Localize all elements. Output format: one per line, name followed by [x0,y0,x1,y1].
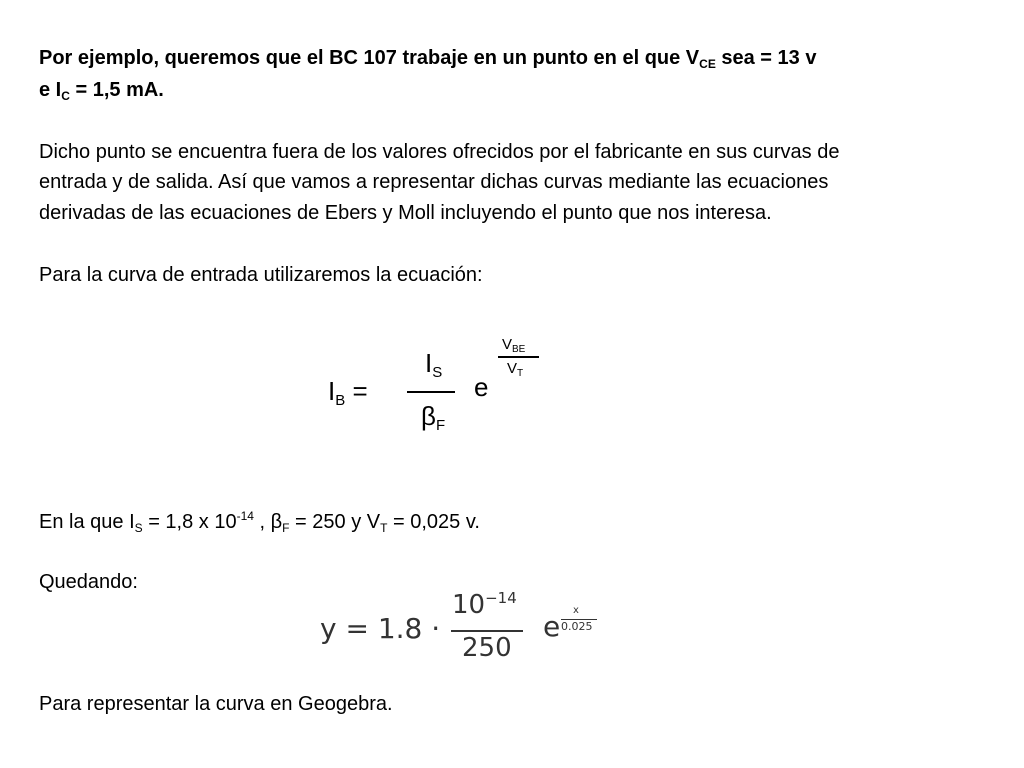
exponent-fraction-bar [498,356,539,358]
geogebra-line: Para representar la curva en Geogebra. [39,693,393,715]
exponent-numerator: $V_{BE}$ [502,336,526,355]
body-line-2: entrada y de salida. Así que vamos a representar dichas curvas mediante las ecuaciones [39,171,829,193]
body-line-3: derivadas de las ecuaciones de Ebers y Moll incluyendo el punto que nos interesa. [39,202,772,224]
exponent-denominator: $V_T$ [507,360,524,379]
intro-line-1: Por ejemplo, queremos que el BC 107 trabaje en un punto en el que $V_{CE}$ sea = 13 v [39,47,817,71]
formula2-fraction-bar [451,630,523,632]
formula-numerator: $I_S$ [425,348,443,381]
fraction-bar [407,391,455,393]
formula2-exp-base: e [543,610,561,643]
formula2-exp-numerator: x [573,605,579,616]
formula2-lhs: y = 1.8 · [320,612,441,645]
parameters-line: En la que $I_S = 1,8$ x $10^{-14}$ , $\beta_F = 250$ y $V_T = 0,025$ v. [39,509,480,535]
formula2-numerator: $10^{-14}$ [452,589,517,620]
formula-denominator: $\beta_F$ [421,401,446,434]
formula2-denominator: 250 [462,633,512,663]
formula-lhs: $I_B$ = [328,376,368,409]
body-line-1: Dicho punto se encuentra fuera de los valores ofrecidos por el fabricante en sus curvas de [39,141,840,163]
result-label: Quedando: [39,571,138,593]
formula2-exp-denominator: 0.025 [561,620,593,633]
input-curve-intro: Para la curva de entrada utilizaremos la ecuación: [39,264,483,286]
formula-exp-base: e [474,372,489,402]
intro-line-2: e $I_C = 1,5$ mA. [39,79,164,103]
